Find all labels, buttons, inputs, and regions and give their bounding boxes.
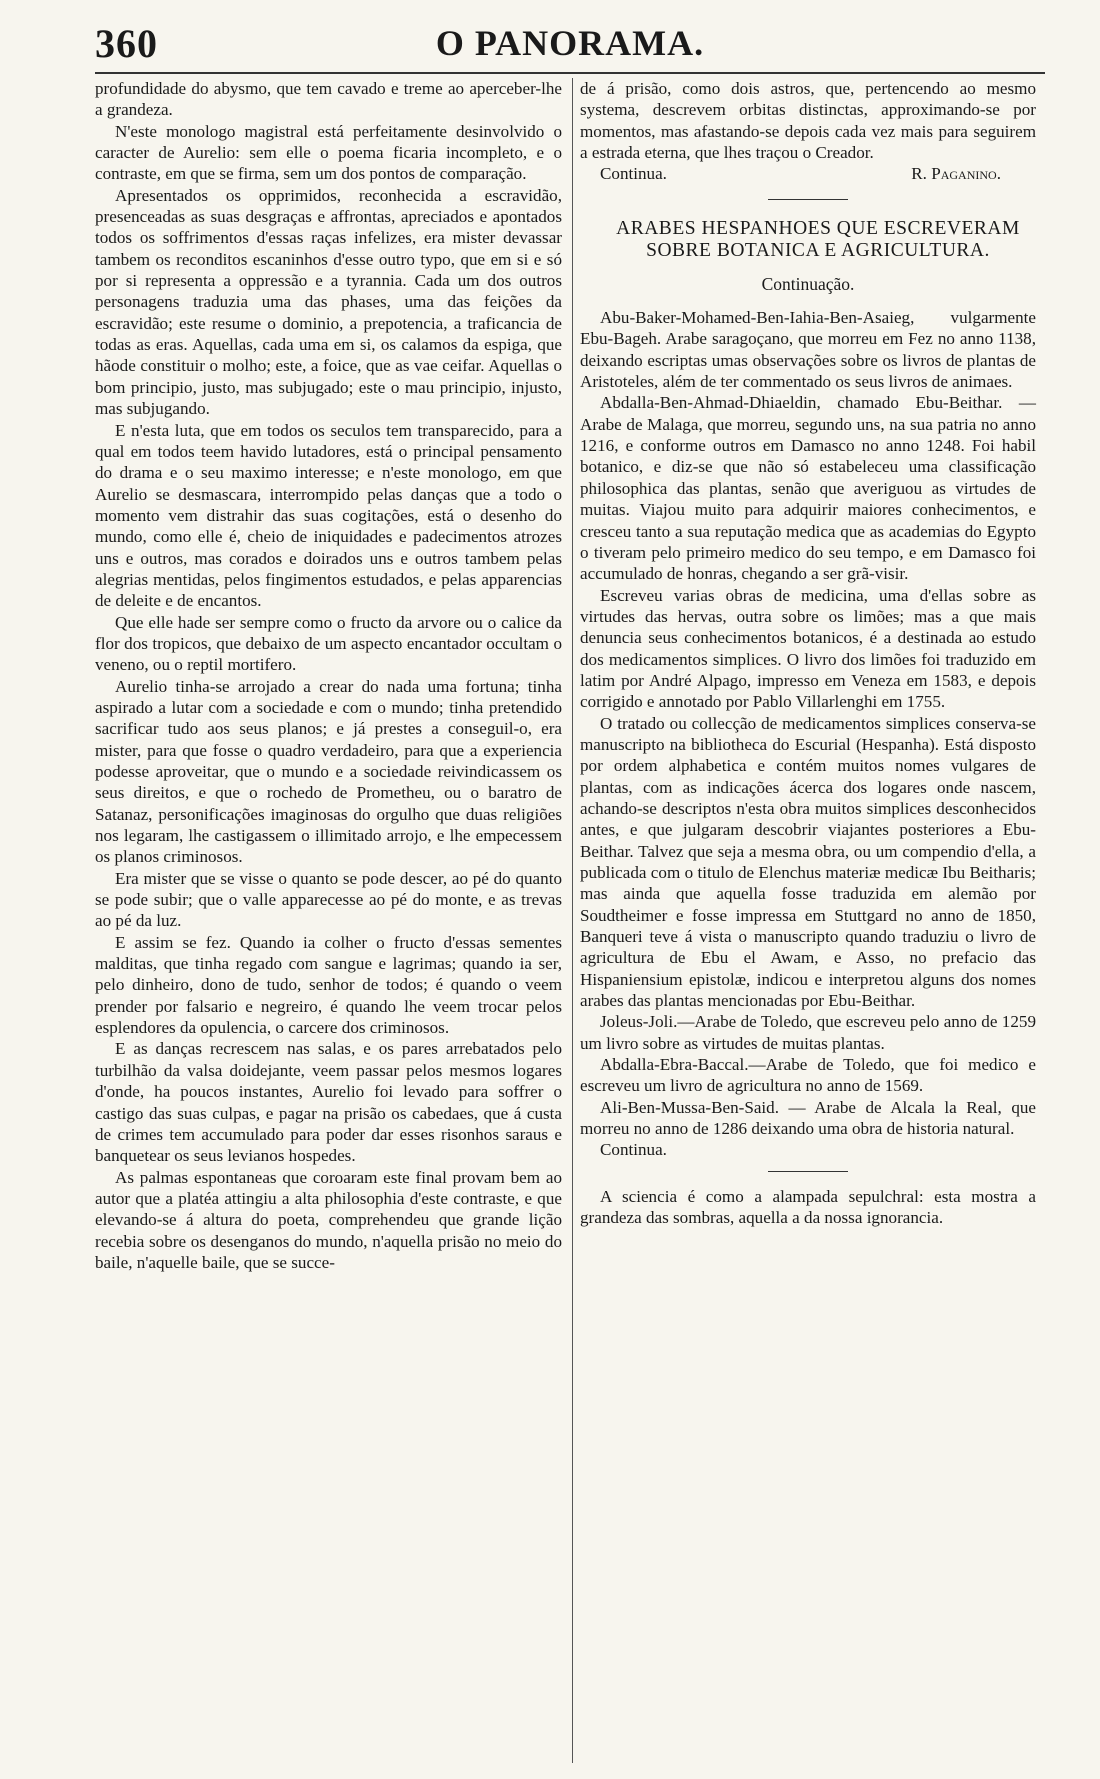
page-number: 360: [95, 21, 158, 66]
paragraph: Era mister que se visse o quanto se pode descer, ao pé do quanto se pode subir; que o valle apparecesse ao pé do monte, e as trevas ao pé da luz.: [95, 868, 562, 931]
paragraph: de á prisão, como dois astros, que, pertencendo ao mesmo systema, descrevem orbitas distinctas, approximando-se por momentos, mas afastando-se depois cada vez mais para seguirem a estrada eterna, que lhes traçou o Creador.: [580, 79, 1036, 163]
entry-paragraph: O tratado ou collecção de medicamentos simplices conserva-se manuscripto na bibliotheca do Escurial (Hespanha). Está disposto por ordem alphabetica e contém muitos nomes vulgares de plantas, com as indicações ácerca dos logares onde nascem, achando-se descriptos n'esta obra muitos simplices desconhecidos antes, e que julgaram descobrir viajantes posteriores a Ebu-Beithar. Talvez que seja a mesma obra, ou um compendio d'ella, a publicada com o titulo de Elenchus materiæ medicæ Ibu Beitharis; mas ainda que aquella fosse traduzida em alemão por Soudtheimer e fosse impressa em Stuttgard no anno de 1850, Banqueri teve á vista o manuscripto quando traduziu o livro de agricultura de Ebu el Awam, e Asso, no prefacio das Hispaniensium epistolæ, indicou e interpretou alguns dos nomes arabes das plantas mencionadas por Ebu-Beithar.: [580, 713, 1036, 1011]
entry-paragraph: Abu-Baker-Mohamed-Ben-Iahia-Ben-Asaieg, vulgarmente Ebu-Bageh. Arabe saragoçano, que morreu em Fez no anno 1138, deixando escriptas umas observações sobre os livros de plantas de Aristoteles, além de ter commentado os seus livros de animaes.: [580, 308, 1036, 392]
entry-paragraph: Abdalla-Ben-Ahmad-Dhiaeldin, chamado Ebu-Beithar. —Arabe de Malaga, que morreu, segundo uns, na sua patria no anno 1216, e conforme outros em Damasco no anno 1248. Foi habil botanico, e diz-se que não só estabeleceu uma classificação philosophica das plantas, senão que averiguou as virtudes de muitas. Viajou muito para adquirir maiores conhecimentos, e cresceu tanto a sua reputação medica que as academias do Egypto o tiveram pelo primeiro medico do seu tempo, e em Damasco foi accumulado de honras, chegando a ser grã-visir.: [580, 393, 1036, 584]
page-header: [95, 18, 1045, 68]
entry-paragraph: Joleus-Joli.—Arabe de Toledo, que escreveu pelo anno de 1259 um livro sobre as virtudes de muitas plantas.: [580, 1012, 1036, 1053]
column-divider: [572, 78, 573, 1763]
signature-row: [580, 163, 1036, 184]
entry-paragraph: Escreveu varias obras de medicina, uma d'ellas sobre as virtudes das hervas, outra sobre os limões; mas a que mais denuncia seus conhecimentos botanicos, é a destinada ao estudo dos medicamentos simplices. O livro dos limões foi traduzido em latim por André Alpago, impresso em Veneza em 1583, e depois corrigido e annotado por Pablo Villarlenghi em 1755.: [580, 585, 1036, 712]
journal-title: O PANORAMA.: [435, 23, 705, 63]
continua-label: Continua.: [600, 164, 667, 184]
left-column: [95, 78, 562, 1273]
section-divider: [768, 199, 848, 200]
article-subtitle: Continuação.: [761, 273, 855, 294]
maxim-paragraph: A sciencia é como a alampada sepulchral: esta mostra a grandeza das sombras, aquella a da nossa ignorancia.: [580, 1186, 1036, 1228]
paragraph: E as danças recrescem nas salas, e os pares arrebatados pelo turbilhão da valsa doidejante, veem passar pelos mesmos logares d'onde, ha poucos instantes, Aurelio foi levado para soffrer o castigo das suas culpas, e pagar na prisão os cabedaes, que á custa de crimes tem accumulado para poder dar esses risonhos saraus e banquetear os seus levianos hospedes.: [95, 1039, 562, 1166]
entry-paragraph: Abdalla-Ebra-Baccal.—Arabe de Toledo, que foi medico e escreveu um livro de agricultura no anno de 1569.: [580, 1055, 1036, 1096]
paragraph: E n'esta luta, que em todos os seculos tem transparecido, para a qual em todos teem havido lutadores, está o principal pensamento do drama e o seu maximo interesse; e n'este monologo, em que Aurelio se desmascara, interrompido pelas danças que a todo o momento vem distrahir das suas cogitações, está o desenho do mundo, como elle é, cheio de iniquidades e padecimentos atrozes uns e outros, mas corados e doirados uns e outros tambem pelas alegrias mentidas, pelos fingimentos estudados, e pelas apparencias de deleite e de encantos.: [95, 420, 562, 611]
paragraph: Que elle hade ser sempre como o fructo da arvore ou o calice da flor dos tropicos, que debaixo de um aspecto encantador occultam o veneno, ou o reptil mortifero.: [95, 612, 562, 675]
entry-paragraph: Ali-Ben-Mussa-Ben-Said. — Arabe de Alcala la Real, que morreu no anno de 1286 deixando uma obra de historia natural.: [580, 1097, 1036, 1139]
section-divider: [768, 1171, 848, 1172]
paragraph: Apresentados os opprimidos, reconhecida a escravidão, presenceadas as suas desgraças e affrontas, apreciados e apontados todos os soffrimentos d'essas raças infelizes, era mister devassar tambem os reconditos escaninhos d'esse outro typo, que em si e só por si representa a oppressão e a tyrannia. Cada um dos outros personagens traduzia uma das phases, uma das feições da escravidão; este resume o dominio, a prepotencia, a traficancia de todas as eras. Aquellas, cada uma em si, os calamos da espiga, que hãode constituir o molho; este, a foice, que as vae ceifar. Aquellas o bom principio, justo, mas subjugado; este o mau principio, injusto, mas subjugando.: [95, 185, 562, 419]
right-column: [580, 78, 1036, 1229]
author-signature: R. Paganino.: [911, 164, 1001, 184]
article-title-line: SOBRE BOTANICA E AGRICULTURA.: [646, 239, 990, 261]
article-title-line: ARABES HESPANHOES QUE ESCREVERAM: [616, 217, 1020, 239]
paragraph: profundidade do abysmo, que tem cavado e treme ao aperceber-lhe a grandeza.: [95, 79, 562, 120]
paragraph: N'este monologo magistral está perfeitamente desinvolvido o caracter de Aurelio: sem elle o poema ficaria incompleto, e o contraste, em que se firma, sem um dos pontos de comparação.: [95, 121, 562, 184]
header-rule: [95, 72, 1045, 74]
paragraph: As palmas espontaneas que coroaram este final provam bem ao autor que a platéa attingiu a alta philosophia d'este contraste, e que elevando-se á altura do poeta, comprehendeu que grande lição recebia sobre os desenganos do mundo, n'aquella prisão no meio do baile, n'aquelle baile, que se succe-: [95, 1167, 562, 1272]
continua-label: Continua.: [600, 1140, 667, 1160]
paragraph: E assim se fez. Quando ia colher o fructo d'essas sementes malditas, que tinha regado com sangue e lagrimas; quando ia ser, pelo dinheiro, dono de tudo, senhor de todos; é quando o veem prender por falsario e negreiro, é quando lhe veem trocar pelos esplendores da opulencia, o carcere dos criminosos.: [95, 932, 562, 1038]
paragraph: Aurelio tinha-se arrojado a crear do nada uma fortuna; tinha aspirado a lutar com a sociedade e com o mundo; tinha pretendido sacrificar tudo aos seus planos; e já prestes a conseguil-o, era mister, para que fosse o quadro verdadeiro, para que a experiencia podesse aproveitar, que o mundo e a sociedade reivindicassem os seus direitos, e que o rochedo de Prometheu, ou o baratro de Satanaz, personificações imaginosas do orgulho que duas religiões nos legaram, lhe castigassem o illimitado arrojo, e lhe empecessem os planos criminosos.: [95, 676, 562, 867]
